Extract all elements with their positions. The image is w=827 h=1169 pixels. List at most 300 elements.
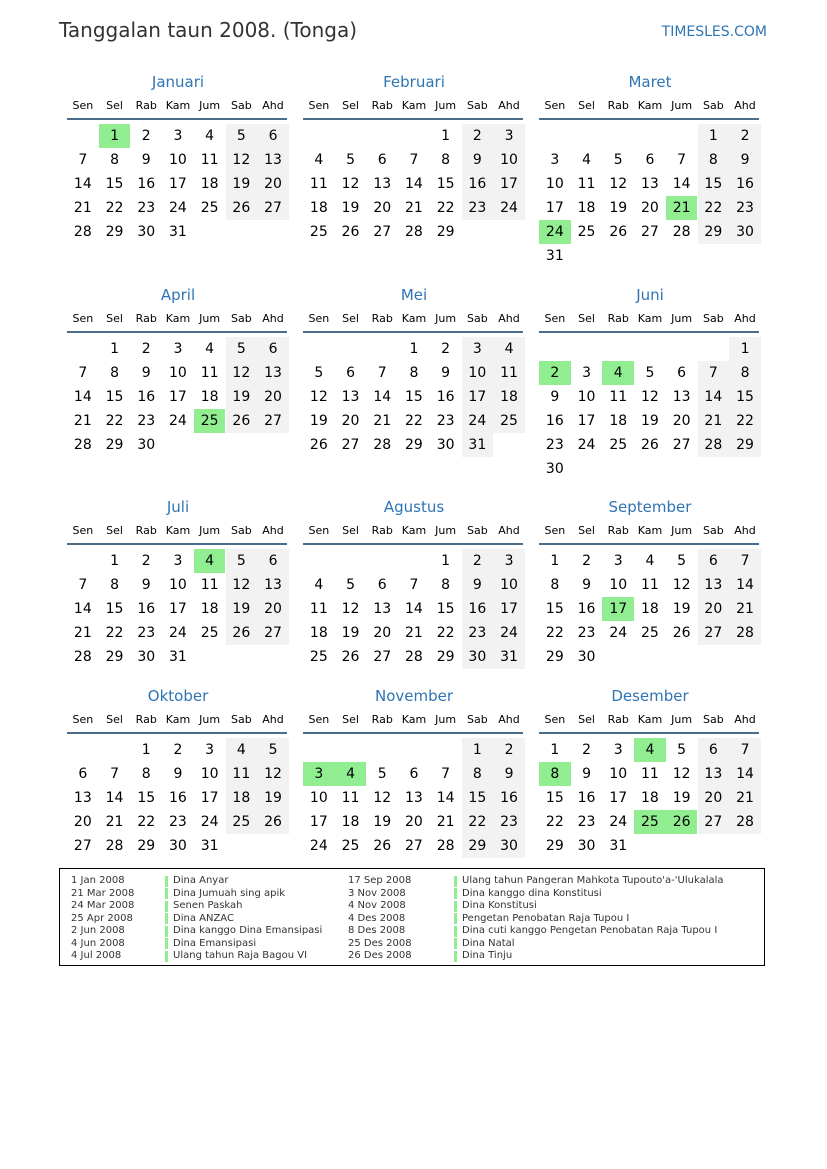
day-cell: 23 (493, 810, 525, 834)
weekday-header: Jum (435, 312, 457, 325)
day-cell: 30 (729, 220, 761, 244)
day-cell: 15 (105, 176, 124, 192)
day-cell: 28 (405, 649, 423, 665)
day-cell: 21 (105, 814, 124, 830)
day-cell: 2 (441, 341, 451, 357)
weekday-header: Sel (106, 99, 123, 112)
day-cell: 30 (137, 437, 156, 453)
day-cell: 2 (582, 742, 591, 758)
day-cell: 23 (436, 413, 455, 429)
day-cell: 29 (405, 437, 423, 453)
day-cell: 7 (78, 365, 88, 381)
day-cell: 6 (78, 766, 88, 782)
header-divider (67, 732, 287, 734)
day-cell: 5 (346, 152, 355, 168)
weekday-header: Ahd (734, 312, 756, 325)
day-cell: 27 (257, 409, 289, 433)
day-cell: 15 (405, 389, 423, 405)
weekday-header: Jum (671, 99, 693, 112)
weekday-header: Jum (199, 713, 221, 726)
day-cell: 6 (677, 365, 687, 381)
day-cell: 20 (257, 172, 289, 196)
weekday-header: Sab (466, 312, 488, 325)
day-cell: 3 (462, 337, 494, 361)
day-cell: 23 (137, 625, 156, 641)
weekday-header: Ahd (498, 524, 520, 537)
legend-date: 4 Des 2008 (348, 912, 406, 924)
day-cell: 4 (582, 152, 591, 168)
weekday-header: Sel (578, 713, 595, 726)
day-cell: 17 (309, 814, 328, 830)
day-cell: 8 (698, 148, 730, 172)
day-cell: 19 (309, 413, 328, 429)
day-cell: 4 (314, 152, 324, 168)
day-cell: 2 (462, 549, 494, 573)
day-cell: 25 (493, 409, 525, 433)
day-cell: 19 (341, 625, 360, 641)
day-cell: 28 (729, 810, 761, 834)
day-cell: 31 (200, 838, 219, 854)
day-cell: 10 (169, 152, 187, 168)
day-cell: 24 (169, 413, 187, 429)
day-cell: 5 (677, 553, 687, 569)
day-cell: 6 (645, 152, 655, 168)
day-cell: 27 (73, 838, 92, 854)
header-divider (303, 543, 523, 545)
day-cell: 27 (257, 196, 289, 220)
day-cell: 16 (462, 597, 494, 621)
day-cell: 23 (137, 413, 156, 429)
day-cell: 25 (341, 838, 360, 854)
weekday-header: Sen (308, 713, 330, 726)
day-cell: 8 (110, 365, 119, 381)
month-name: Juni (636, 286, 664, 304)
day-cell: 12 (641, 389, 659, 405)
day-cell: 15 (545, 790, 564, 806)
legend-holiday-name: Dina Emansipasi (173, 937, 257, 949)
day-cell: 24 (169, 625, 187, 641)
day-cell: 9 (462, 148, 494, 172)
day-cell: 9 (550, 389, 560, 405)
weekday-header: Sen (544, 713, 566, 726)
day-cell: 17 (169, 601, 187, 617)
weekday-header: Jum (435, 524, 457, 537)
day-cell: 23 (729, 196, 761, 220)
legend-holiday-name: Dina Tinju (462, 950, 513, 961)
day-cell: 11 (200, 577, 219, 593)
day-cell: 14 (672, 176, 691, 192)
day-cell: 13 (672, 389, 691, 405)
day-cell: 29 (545, 838, 564, 854)
legend-marker (165, 938, 168, 949)
day-cell: 17 (493, 172, 525, 196)
legend-marker (454, 926, 457, 937)
day-cell: 8 (409, 365, 419, 381)
day-cell: 1 (110, 341, 119, 357)
day-cell: 13 (341, 389, 360, 405)
legend-date: 4 Jun 2008 (71, 937, 125, 949)
day-cell: 20 (341, 413, 360, 429)
day-cell: 10 (609, 577, 628, 593)
day-cell: 20 (257, 385, 289, 409)
holiday-day-cell: 4 (194, 549, 226, 573)
day-cell: 1 (441, 128, 451, 144)
header-divider (67, 118, 287, 120)
weekday-header: Rab (371, 524, 393, 537)
day-cell: 13 (405, 790, 423, 806)
month-name: Januari (151, 73, 205, 91)
day-cell: 5 (226, 337, 258, 361)
day-cell: 19 (341, 200, 360, 216)
day-cell: 26 (672, 625, 691, 641)
header-divider (539, 118, 759, 120)
day-cell: 4 (205, 128, 215, 144)
day-cell: 21 (73, 200, 92, 216)
day-cell: 28 (73, 649, 92, 665)
holiday-day-cell: 4 (335, 762, 367, 786)
day-cell: 29 (698, 220, 730, 244)
day-cell: 5 (677, 742, 687, 758)
day-cell: 1 (550, 742, 560, 758)
day-cell: 19 (226, 597, 258, 621)
day-cell: 25 (226, 810, 258, 834)
day-cell: 8 (729, 361, 761, 385)
weekday-header: Sel (342, 524, 359, 537)
day-cell: 20 (405, 814, 423, 830)
day-cell: 7 (409, 152, 419, 168)
legend-date: 17 Sep 2008 (348, 875, 412, 886)
day-cell: 21 (698, 409, 730, 433)
day-cell: 19 (226, 385, 258, 409)
day-cell: 9 (141, 577, 151, 593)
day-cell: 30 (462, 645, 494, 669)
weekday-header: Sab (230, 713, 252, 726)
day-cell: 20 (373, 625, 392, 641)
legend-date: 25 Apr 2008 (71, 912, 133, 924)
day-cell: 9 (441, 365, 451, 381)
day-cell: 31 (493, 645, 525, 669)
weekday-header: Rab (371, 713, 393, 726)
brand-link[interactable]: TIMESLES.COM (661, 24, 767, 40)
day-cell: 10 (545, 176, 564, 192)
day-cell: 6 (409, 766, 419, 782)
day-cell: 21 (405, 200, 423, 216)
day-cell: 24 (577, 437, 596, 453)
day-cell: 1 (409, 341, 419, 357)
day-cell: 13 (698, 762, 730, 786)
day-cell: 6 (346, 365, 355, 381)
weekday-header: Sab (466, 713, 488, 726)
day-cell: 6 (698, 738, 730, 762)
day-cell: 16 (462, 172, 494, 196)
month-name: Maret (628, 73, 672, 91)
legend-marker (454, 913, 457, 924)
day-cell: 13 (373, 176, 392, 192)
day-cell: 13 (257, 148, 289, 172)
day-cell: 9 (173, 766, 183, 782)
day-cell: 17 (200, 790, 219, 806)
month-name: Februari (383, 73, 445, 91)
day-cell: 3 (582, 365, 591, 381)
day-cell: 25 (577, 224, 596, 240)
day-cell: 17 (462, 385, 494, 409)
day-cell: 8 (110, 152, 119, 168)
legend-date: 4 Jul 2008 (71, 950, 122, 961)
legend-date: 1 Jan 2008 (71, 875, 125, 886)
day-cell: 19 (226, 172, 258, 196)
day-cell: 25 (641, 625, 659, 641)
day-cell: 11 (226, 762, 258, 786)
day-cell: 26 (341, 649, 360, 665)
weekday-header: Sel (106, 312, 123, 325)
day-cell: 17 (169, 389, 187, 405)
weekday-header: Sen (72, 713, 94, 726)
day-cell: 8 (441, 577, 451, 593)
day-cell: 24 (609, 814, 628, 830)
day-cell: 27 (257, 621, 289, 645)
day-cell: 27 (672, 437, 691, 453)
day-cell: 27 (698, 810, 730, 834)
day-cell: 20 (257, 597, 289, 621)
day-cell: 4 (205, 341, 215, 357)
day-cell: 12 (257, 762, 289, 786)
day-cell: 11 (309, 176, 328, 192)
day-cell: 14 (73, 389, 92, 405)
day-cell: 2 (141, 341, 151, 357)
day-cell: 14 (373, 389, 392, 405)
weekday-header: Ahd (734, 99, 756, 112)
month-name: Mei (400, 286, 428, 304)
day-cell: 10 (200, 766, 219, 782)
day-cell: 30 (545, 461, 564, 477)
day-cell: 12 (341, 176, 360, 192)
weekday-header: Sab (230, 99, 252, 112)
weekday-header: Sab (702, 713, 724, 726)
day-cell: 22 (105, 413, 124, 429)
weekday-header: Kam (637, 713, 663, 726)
day-cell: 29 (462, 834, 494, 858)
day-cell: 17 (493, 597, 525, 621)
day-cell: 4 (226, 738, 258, 762)
weekday-header: Kam (165, 524, 191, 537)
day-cell: 28 (105, 838, 124, 854)
day-cell: 8 (441, 152, 451, 168)
weekday-header: Rab (135, 713, 157, 726)
day-cell: 7 (110, 766, 119, 782)
day-cell: 13 (698, 573, 730, 597)
day-cell: 4 (493, 337, 525, 361)
day-cell: 3 (613, 742, 623, 758)
day-cell: 30 (137, 224, 156, 240)
day-cell: 2 (141, 553, 151, 569)
day-cell: 26 (309, 437, 328, 453)
month-name: November (374, 687, 454, 705)
weekday-header: Jum (671, 713, 693, 726)
day-cell: 7 (78, 577, 88, 593)
day-cell: 12 (226, 573, 258, 597)
day-cell: 29 (137, 838, 156, 854)
month-name: Juli (166, 498, 190, 516)
weekday-header: Sab (230, 312, 252, 325)
day-cell: 5 (613, 152, 623, 168)
day-cell: 1 (110, 553, 119, 569)
day-cell: 19 (641, 413, 659, 429)
day-cell: 9 (141, 152, 151, 168)
day-cell: 15 (105, 601, 124, 617)
weekday-header: Ahd (262, 99, 284, 112)
day-cell: 26 (257, 810, 289, 834)
day-cell: 16 (137, 601, 156, 617)
day-cell: 23 (137, 200, 156, 216)
weekday-header: Sab (702, 99, 724, 112)
day-cell: 27 (405, 838, 423, 854)
header-divider (67, 331, 287, 333)
weekday-header: Sen (72, 312, 94, 325)
weekday-header: Kam (637, 312, 663, 325)
day-cell: 9 (729, 148, 761, 172)
day-cell: 7 (377, 365, 387, 381)
day-cell: 30 (137, 649, 156, 665)
day-cell: 28 (405, 224, 423, 240)
day-cell: 22 (436, 625, 455, 641)
header-divider (539, 732, 759, 734)
holiday-legend (59, 868, 765, 966)
day-cell: 21 (729, 786, 761, 810)
day-cell: 6 (377, 577, 387, 593)
weekday-header: Kam (637, 99, 663, 112)
day-cell: 7 (78, 152, 88, 168)
weekday-header: Sen (544, 99, 566, 112)
weekday-header: Ahd (262, 713, 284, 726)
day-cell: 27 (373, 649, 392, 665)
day-cell: 27 (698, 621, 730, 645)
day-cell: 10 (493, 148, 525, 172)
day-cell: 3 (613, 553, 623, 569)
day-cell: 4 (314, 577, 324, 593)
weekday-header: Sen (544, 312, 566, 325)
weekday-header: Rab (607, 524, 629, 537)
holiday-day-cell: 3 (303, 762, 335, 786)
day-cell: 7 (729, 549, 761, 573)
day-cell: 12 (609, 176, 628, 192)
day-cell: 13 (257, 573, 289, 597)
legend-date: 25 Des 2008 (348, 937, 412, 949)
weekday-header: Ahd (262, 524, 284, 537)
day-cell: 5 (226, 549, 258, 573)
day-cell: 18 (493, 385, 525, 409)
day-cell: 29 (729, 433, 761, 457)
day-cell: 30 (577, 838, 596, 854)
day-cell: 7 (677, 152, 687, 168)
day-cell: 22 (698, 196, 730, 220)
day-cell: 26 (641, 437, 659, 453)
legend-marker (165, 926, 168, 937)
day-cell: 1 (698, 124, 730, 148)
day-cell: 29 (545, 649, 564, 665)
weekday-header: Rab (135, 99, 157, 112)
day-cell: 26 (226, 196, 258, 220)
day-cell: 1 (550, 553, 560, 569)
month-name: Agustus (383, 498, 445, 516)
day-cell: 26 (373, 838, 392, 854)
day-cell: 20 (641, 200, 659, 216)
day-cell: 7 (409, 577, 419, 593)
day-cell: 23 (462, 621, 494, 645)
day-cell: 22 (137, 814, 156, 830)
day-cell: 28 (73, 437, 92, 453)
holiday-day-cell: 2 (539, 361, 571, 385)
day-cell: 16 (436, 389, 455, 405)
day-cell: 3 (173, 553, 183, 569)
weekday-header: Rab (371, 312, 393, 325)
day-cell: 14 (729, 762, 761, 786)
day-cell: 22 (545, 814, 564, 830)
day-cell: 20 (373, 200, 392, 216)
day-cell: 18 (200, 176, 219, 192)
day-cell: 7 (698, 361, 730, 385)
legend-marker (165, 951, 168, 962)
day-cell: 11 (341, 790, 360, 806)
day-cell: 25 (309, 649, 328, 665)
weekday-header: Ahd (498, 713, 520, 726)
day-cell: 21 (729, 597, 761, 621)
legend-holiday-name: Pengetan Penobatan Raja Tupou I (462, 912, 630, 924)
month-name: September (608, 498, 692, 516)
day-cell: 17 (609, 790, 628, 806)
holiday-day-cell: 4 (602, 361, 634, 385)
day-cell: 25 (200, 200, 219, 216)
day-cell: 19 (609, 200, 628, 216)
day-cell: 30 (169, 838, 187, 854)
weekday-header: Rab (135, 312, 157, 325)
day-cell: 23 (169, 814, 187, 830)
day-cell: 15 (729, 385, 761, 409)
day-cell: 31 (169, 649, 187, 665)
day-cell: 3 (205, 742, 215, 758)
day-cell: 17 (169, 176, 187, 192)
header-divider (303, 732, 523, 734)
weekday-header: Rab (371, 99, 393, 112)
day-cell: 17 (545, 200, 564, 216)
header-divider (539, 331, 759, 333)
weekday-header: Jum (671, 312, 693, 325)
legend-holiday-name: Dina Jumuah sing apik (173, 887, 286, 899)
day-cell: 18 (200, 601, 219, 617)
weekday-header: Sen (308, 312, 330, 325)
day-cell: 11 (200, 365, 219, 381)
day-cell: 5 (257, 738, 289, 762)
day-cell: 13 (257, 361, 289, 385)
weekday-header: Sel (342, 312, 359, 325)
day-cell: 10 (462, 361, 494, 385)
legend-holiday-name: Dina kanggo Dina Emansipasi (173, 925, 323, 936)
holiday-day-cell: 21 (666, 196, 698, 220)
legend-marker (454, 888, 457, 899)
day-cell: 18 (200, 389, 219, 405)
legend-marker (165, 901, 168, 912)
holiday-day-cell: 26 (666, 810, 698, 834)
day-cell: 24 (462, 409, 494, 433)
day-cell: 12 (226, 148, 258, 172)
legend-holiday-name: Ulang tahun Raja Bagou VI (173, 950, 308, 961)
day-cell: 23 (577, 625, 596, 641)
weekday-header: Kam (401, 713, 427, 726)
day-cell: 18 (641, 601, 659, 617)
day-cell: 29 (436, 649, 455, 665)
day-cell: 9 (141, 365, 151, 381)
day-cell: 14 (729, 573, 761, 597)
weekday-header: Rab (607, 312, 629, 325)
